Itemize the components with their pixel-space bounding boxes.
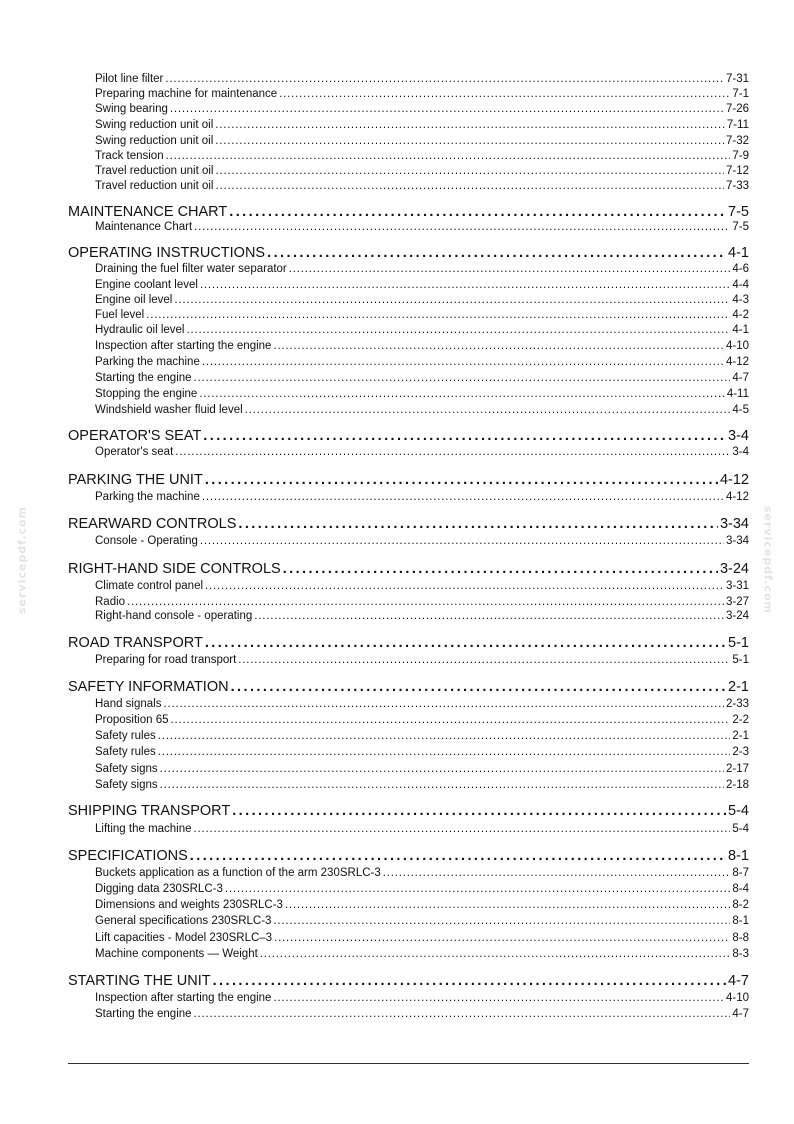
dot-leader (194, 822, 731, 836)
entry-label: Stopping the engine (95, 388, 198, 400)
entry-page-number: 5-4 (732, 823, 749, 835)
dot-leader (254, 609, 724, 623)
entry-label: Parking the machine (95, 356, 200, 368)
index-heading (68, 635, 749, 652)
entry-label: Fuel level (95, 309, 145, 321)
dot-leader (215, 118, 725, 132)
entry-label: Safety rules (95, 730, 156, 742)
entry-page-number: 4-10 (725, 992, 749, 1004)
entry-label: Radio (95, 596, 126, 608)
entry-label: Lifting the machine (95, 823, 192, 835)
entry-page-number: 7-5 (728, 203, 749, 220)
entry-page-number: 2-1 (728, 678, 749, 695)
entry-page-number: 3-24 (725, 610, 749, 622)
index-heading (68, 516, 749, 533)
entry-label: RIGHT-HAND SIDE CONTROLS (68, 560, 281, 577)
entry-label: Swing reduction unit oil (95, 135, 214, 147)
dot-leader (174, 293, 730, 307)
entry-page-number: 5-1 (732, 654, 749, 666)
entry-page-number: 7-31 (725, 73, 749, 85)
entry-page-number: 4-11 (726, 388, 749, 400)
entry-page-number: 4-4 (732, 279, 749, 291)
entry-page-number: 4-1 (732, 324, 749, 336)
entry-label: Operator's seat (95, 446, 174, 458)
index-entry (68, 1007, 749, 1021)
entry-page-number: 2-17 (725, 763, 749, 775)
entry-page-number: 3-24 (719, 560, 749, 577)
index-entry (68, 697, 749, 711)
index-entry (68, 134, 749, 148)
entry-label: Inspection after starting the engine (95, 340, 272, 352)
entry-page-number: 4-6 (732, 263, 749, 275)
entry-label: Safety signs (95, 763, 158, 775)
entry-page-number: 3-34 (719, 515, 749, 532)
index-entry (68, 898, 749, 912)
dot-leader (194, 220, 730, 234)
entry-label: Draining the fuel filter water separator (95, 263, 287, 275)
entry-label: Starting the engine (95, 372, 192, 384)
index-entry (68, 947, 749, 961)
entry-label: OPERATING INSTRUCTIONS (68, 244, 266, 261)
entry-label: Machine components — Weight (95, 948, 258, 960)
dot-leader (274, 931, 730, 945)
entry-page-number: 2-33 (725, 698, 749, 710)
entry-label: Hand signals (95, 698, 162, 710)
entry-label: Lift capacities - Model 230SRLC–3 (95, 932, 273, 944)
dot-leader (215, 164, 724, 178)
entry-page-number: 4-12 (725, 491, 749, 503)
index-entry (68, 220, 749, 234)
dot-leader (205, 579, 724, 593)
index-entry (68, 778, 749, 792)
entry-page-number: 7-33 (725, 180, 749, 192)
dot-leader (283, 561, 718, 578)
entry-label: Climate control panel (95, 580, 204, 592)
entry-page-number: 7-26 (725, 103, 749, 115)
entry-label: ROAD TRANSPORT (68, 634, 203, 651)
index-heading (68, 204, 749, 221)
dot-leader (163, 697, 723, 711)
entry-page-number: 4-1 (728, 244, 749, 261)
dot-leader (285, 898, 730, 912)
index-entry (68, 179, 749, 193)
index-entry (68, 534, 749, 548)
dot-leader (127, 595, 724, 609)
entry-page-number: 3-34 (725, 535, 749, 547)
entry-page-number: 7-12 (725, 165, 749, 177)
dot-leader (171, 713, 731, 727)
index-entry (68, 713, 749, 727)
dot-leader (160, 762, 724, 776)
index-entry (68, 293, 749, 307)
entry-label: Travel reduction unit oil (95, 165, 214, 177)
dot-leader (146, 308, 730, 322)
dot-leader (260, 947, 731, 961)
index-heading (68, 679, 749, 696)
entry-page-number: 4-7 (728, 972, 749, 989)
entry-page-number: 3-27 (725, 596, 749, 608)
index-entry (68, 931, 749, 945)
dot-leader (383, 866, 731, 880)
entry-label: SAFETY INFORMATION (68, 678, 229, 695)
entry-page-number: 3-31 (725, 580, 749, 592)
index-entry (68, 118, 749, 132)
entry-page-number: 4-5 (732, 404, 749, 416)
entry-label: PARKING THE UNIT (68, 471, 203, 488)
entry-page-number: 8-4 (732, 883, 749, 895)
dot-leader (175, 445, 730, 459)
index-entry (68, 579, 749, 593)
entry-page-number: 4-2 (732, 309, 749, 321)
index-heading (68, 848, 749, 865)
dot-leader (166, 149, 731, 163)
entry-page-number: 7-32 (725, 135, 749, 147)
entry-label: SHIPPING TRANSPORT (68, 802, 231, 819)
entry-page-number: 4-12 (719, 471, 749, 488)
index-entry (68, 653, 749, 667)
dot-leader (273, 339, 724, 353)
dot-leader (279, 87, 730, 101)
entry-label: STARTING THE UNIT (68, 972, 211, 989)
index-entry (68, 355, 749, 369)
dot-leader (273, 914, 730, 928)
entry-page-number: 2-18 (725, 779, 749, 791)
index-entry (68, 403, 749, 417)
entry-page-number: 8-7 (732, 867, 749, 879)
dot-leader (158, 729, 731, 743)
dot-leader (199, 387, 725, 401)
entry-page-number: 7-5 (732, 221, 749, 233)
dot-leader (203, 428, 726, 445)
entry-label: REARWARD CONTROLS (68, 515, 237, 532)
entry-label: SPECIFICATIONS (68, 847, 188, 864)
index-entry (68, 371, 749, 385)
entry-label: Parking the machine (95, 491, 200, 503)
entry-label: Digging data 230SRLC-3 (95, 883, 223, 895)
entry-label: Inspection after starting the engine (95, 992, 272, 1004)
entry-label: MAINTENANCE CHART (68, 203, 228, 220)
entry-label: OPERATOR'S SEAT (68, 427, 202, 444)
dot-leader (229, 204, 726, 221)
index-entry (68, 323, 749, 337)
entry-page-number: 4-10 (725, 340, 749, 352)
entry-page-number: 5-1 (728, 634, 749, 651)
index-entry (68, 745, 749, 759)
index-entry (68, 866, 749, 880)
entry-page-number: 8-8 (732, 932, 749, 944)
index-entry (68, 609, 749, 623)
dot-leader (238, 653, 730, 667)
dot-leader (273, 991, 724, 1005)
entry-page-number: 2-3 (732, 746, 749, 758)
dot-leader (160, 778, 724, 792)
entry-label: Safety rules (95, 746, 156, 758)
entry-page-number: 8-3 (732, 948, 749, 960)
entry-label: Preparing for road transport (95, 654, 237, 666)
index-entry (68, 149, 749, 163)
dot-leader (200, 534, 724, 548)
dot-leader (190, 848, 726, 865)
index-entry (68, 102, 749, 116)
entry-label: Console - Operating (95, 535, 198, 547)
index-entry (68, 490, 749, 504)
entry-label: Safety signs (95, 779, 158, 791)
entry-label: Right-hand console - operating (95, 610, 253, 622)
index-entry (68, 387, 749, 401)
index-heading (68, 245, 749, 262)
entry-page-number: 8-2 (732, 899, 749, 911)
index-heading (68, 803, 749, 820)
entry-page-number: 3-4 (732, 446, 749, 458)
entry-label: Engine coolant level (95, 279, 198, 291)
footer-rule (68, 1063, 749, 1064)
entry-page-number: 2-2 (732, 714, 749, 726)
dot-leader (186, 323, 730, 337)
dot-leader (205, 635, 726, 652)
dot-leader (165, 72, 724, 86)
index-entry (68, 822, 749, 836)
dot-leader (194, 371, 731, 385)
entry-page-number: 4-7 (732, 1008, 749, 1020)
index-entry (68, 72, 749, 86)
dot-leader (200, 278, 730, 292)
index-entry (68, 882, 749, 896)
entry-page-number: 8-1 (732, 915, 749, 927)
index-entry (68, 729, 749, 743)
dot-leader (245, 403, 731, 417)
index-entry (68, 278, 749, 292)
entry-page-number: 5-4 (728, 802, 749, 819)
dot-leader (170, 102, 724, 116)
dot-leader (158, 745, 731, 759)
dot-leader (238, 516, 718, 533)
dot-leader (231, 679, 726, 696)
dot-leader (215, 134, 724, 148)
dot-leader (267, 245, 726, 262)
entry-label: Preparing machine for maintenance (95, 88, 278, 100)
entry-page-number: 7-9 (732, 150, 749, 162)
entry-label: Pilot line filter (95, 73, 164, 85)
dot-leader (194, 1007, 731, 1021)
dot-leader (213, 973, 726, 990)
index-heading (68, 561, 749, 578)
entry-label: Hydraulic oil level (95, 324, 185, 336)
dot-leader (202, 355, 724, 369)
dot-leader (232, 803, 726, 820)
entry-label: Engine oil level (95, 294, 173, 306)
entry-page-number: 4-12 (725, 356, 749, 368)
entry-page-number: 7-1 (732, 88, 749, 100)
index-entry (68, 445, 749, 459)
index-entry (68, 762, 749, 776)
entry-page-number: 8-1 (728, 847, 749, 864)
dot-leader (289, 262, 731, 276)
entry-label: Dimensions and weights 230SRLC-3 (95, 899, 283, 911)
entry-page-number: 7-11 (726, 119, 749, 131)
index-entry (68, 595, 749, 609)
index-heading (68, 973, 749, 990)
entry-label: Proposition 65 (95, 714, 169, 726)
entry-label: General specifications 230SRLC-3 (95, 915, 272, 927)
entry-page-number: 2-1 (732, 730, 749, 742)
entry-label: Buckets application as a function of the arm 230SRLC-3 (95, 867, 381, 879)
dot-leader (202, 490, 724, 504)
watermark-left: servicepdf.com (15, 505, 29, 615)
index-entry (68, 914, 749, 928)
index-entry (68, 262, 749, 276)
entry-label: Maintenance Chart (95, 221, 193, 233)
index-entry (68, 164, 749, 178)
entry-page-number: 4-3 (732, 294, 749, 306)
entry-label: Track tension (95, 150, 164, 162)
dot-leader (205, 472, 718, 489)
dot-leader (215, 179, 724, 193)
index-heading (68, 472, 749, 489)
watermark-right: servicepdf.com (761, 505, 775, 615)
index-entry (68, 308, 749, 322)
index-entry (68, 339, 749, 353)
entry-label: Starting the engine (95, 1008, 192, 1020)
entry-page-number: 4-7 (732, 372, 749, 384)
entry-label: Swing bearing (95, 103, 168, 115)
entry-label: Swing reduction unit oil (95, 119, 214, 131)
dot-leader (225, 882, 731, 896)
entry-page-number: 3-4 (728, 427, 749, 444)
entry-label: Travel reduction unit oil (95, 180, 214, 192)
index-heading (68, 428, 749, 445)
entry-label: Windshield washer fluid level (95, 404, 243, 416)
index-entry (68, 87, 749, 101)
index-entry (68, 991, 749, 1005)
